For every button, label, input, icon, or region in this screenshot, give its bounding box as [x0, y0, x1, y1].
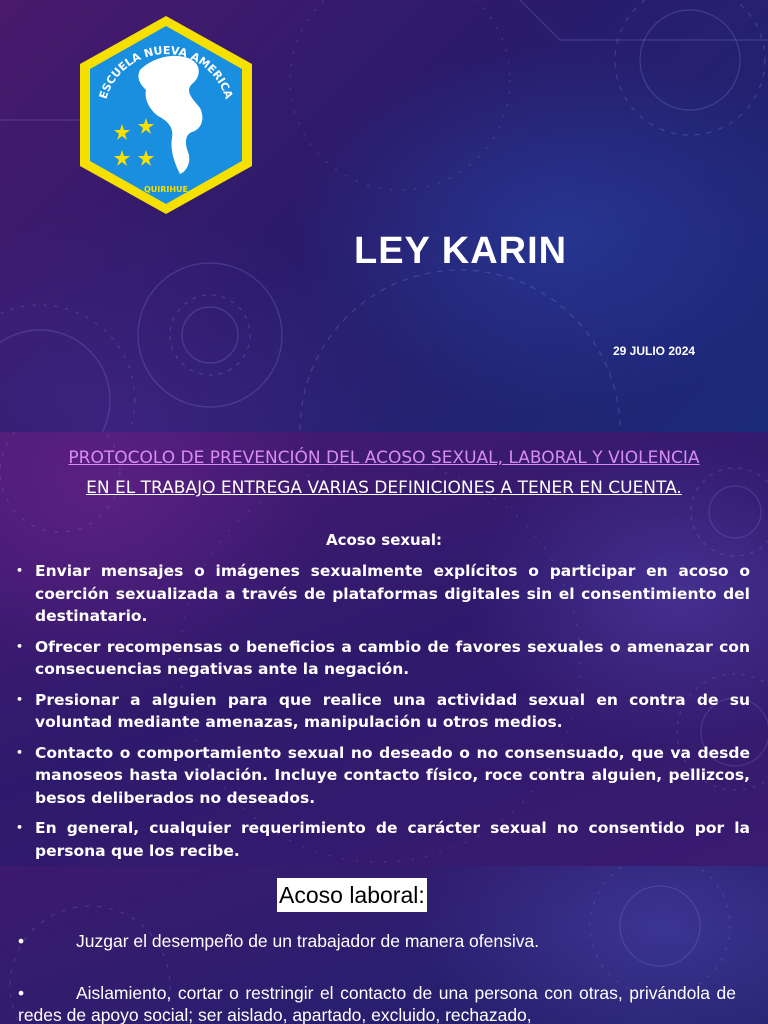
acoso-sexual-list	[16, 560, 750, 866]
slide-acoso-laboral	[0, 866, 768, 1024]
logo-bottom-text: QUIRIHUE	[143, 185, 189, 194]
protocol-heading-line1: PROTOCOLO DE PREVENCIÓN DEL ACOSO SEXUAL, LABORAL Y VIOLENCIA	[68, 448, 700, 468]
bullet-icon: •	[18, 983, 25, 1003]
list-item: • En general, cualquier requerimiento de carácter sexual no consentido por la persona que los recibe.	[16, 819, 750, 860]
list-item: • Ofrecer recompensas o beneficios a cambio de favores sexuales o amenazar con consecuencias negativas ante la negación.	[16, 637, 750, 678]
logo-arc-text: ESCUELA NUEVA AMERICA	[96, 43, 236, 101]
bullet-icon: •	[16, 821, 24, 834]
list-item: • Contacto o comportamiento sexual no deseado o no consensuado, que va desde manoseos hasta violación. Incluye contacto físico, roce contra alguien, pellizcos, besos deliberados no deseados.	[16, 743, 750, 807]
acoso-laboral-heading: Acoso laboral:	[277, 878, 427, 912]
school-logo	[74, 12, 258, 218]
slide-title	[0, 0, 768, 432]
bullet-icon: •	[16, 564, 24, 577]
acoso-sexual-subheading: Acoso sexual:	[326, 531, 442, 549]
list-item: • Juzgar el desempeño de un trabajador de manera ofensiva.	[18, 931, 540, 951]
slide-date: 29 JULIO 2024	[613, 344, 696, 358]
bullet-icon: •	[16, 745, 24, 759]
list-item: • Aislamiento, cortar o restringir el contacto de una persona con otras, privándola de redes de apoyo social; ser aislado, apartado, excluido, rechazado,	[18, 983, 736, 1024]
bullet-icon: •	[18, 931, 25, 951]
bullet-icon: •	[16, 692, 24, 706]
list-item: • Presionar a alguien para que realice una actividad sexual en contra de su voluntad mediante amenazas, manipulación u otros medios.	[16, 690, 750, 731]
bullet-icon: •	[16, 639, 24, 653]
list-item: • Enviar mensajes o imágenes sexualmente explícitos o participar en acoso o coerción sexualizada a través de plataformas digitales sin el consentimiento del destinatario.	[16, 562, 750, 625]
slide-title-text: LEY KARIN	[354, 230, 568, 272]
slide-acoso-sexual	[0, 432, 768, 866]
protocol-heading-line2: EN EL TRABAJO ENTREGA VARIAS DEFINICIONES A TENER EN CUENTA.	[86, 478, 682, 498]
